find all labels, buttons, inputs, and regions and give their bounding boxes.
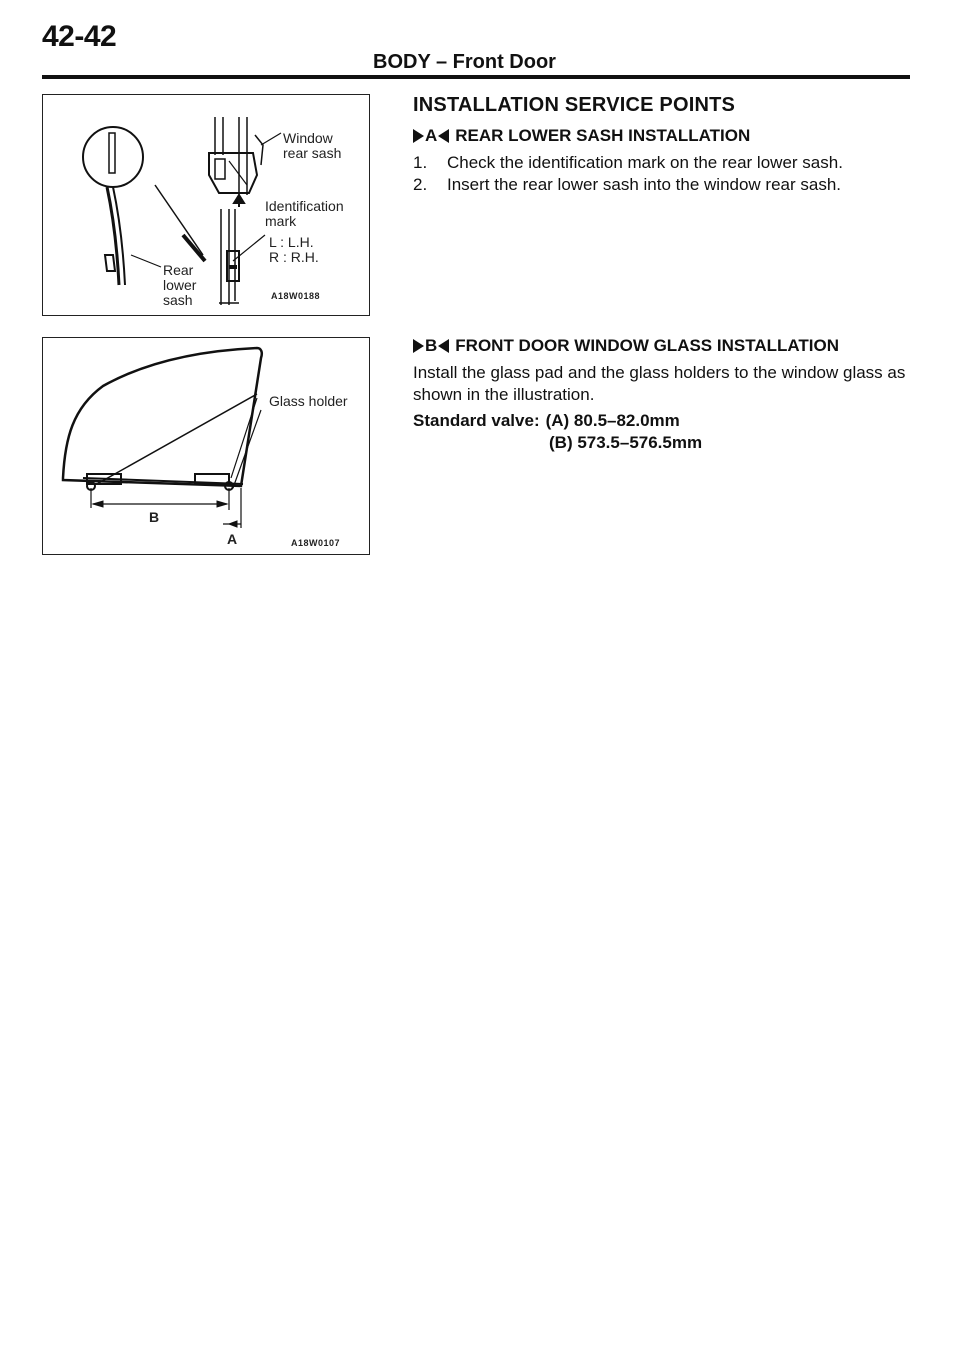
figure-code: A18W0107 <box>291 538 341 548</box>
figure-glass-holder <box>42 337 370 555</box>
triangle-left-icon <box>438 339 449 353</box>
figure-code: A18W0188 <box>271 291 321 301</box>
standard-value-label: Standard valve: <box>413 411 540 430</box>
triangle-right-icon <box>413 339 424 353</box>
label-window-rear-sash: Window rear sash <box>283 130 342 161</box>
label-glass-holder: Glass holder <box>269 393 348 409</box>
subsection-title: FRONT DOOR WINDOW GLASS INSTALLATION <box>455 336 840 355</box>
page-number: 42-42 <box>42 20 117 53</box>
label-dimension-b: B <box>149 509 160 525</box>
service-point-marker: B <box>413 336 449 356</box>
instruction-paragraph: Install the glass pad and the glass holders to the window glass as shown in the illustration. <box>413 363 906 404</box>
page-title: BODY – Front Door <box>373 51 556 73</box>
triangle-left-icon <box>438 129 449 143</box>
header-rule <box>42 75 910 79</box>
triangle-right-icon <box>413 129 424 143</box>
service-point-marker: A <box>413 126 449 146</box>
label-side-marks: L : L.H. R : R.H. <box>269 234 319 265</box>
steps-list <box>413 152 913 196</box>
standard-value <box>413 410 702 454</box>
glass-holder-illustration <box>43 338 369 554</box>
subsection-heading-a <box>413 126 750 146</box>
label-rear-lower-sash: Rear lower sash <box>163 262 197 308</box>
subsection-title: REAR LOWER SASH INSTALLATION <box>455 126 751 145</box>
standard-value-b: (B) 573.5–576.5mm <box>549 433 703 452</box>
figure-rear-lower-sash <box>42 94 370 316</box>
section-title: INSTALLATION SERVICE POINTS <box>413 94 736 116</box>
label-dimension-a: A <box>227 531 238 547</box>
list-item: 1. Check the identification mark on the rear lower sash. <box>413 153 843 172</box>
subsection-heading-b <box>413 336 839 356</box>
list-item: 2. Insert the rear lower sash into the window rear sash. <box>413 175 842 194</box>
standard-value-a: (A) 80.5–82.0mm <box>545 411 680 430</box>
label-identification-mark: Identification mark <box>265 198 344 229</box>
